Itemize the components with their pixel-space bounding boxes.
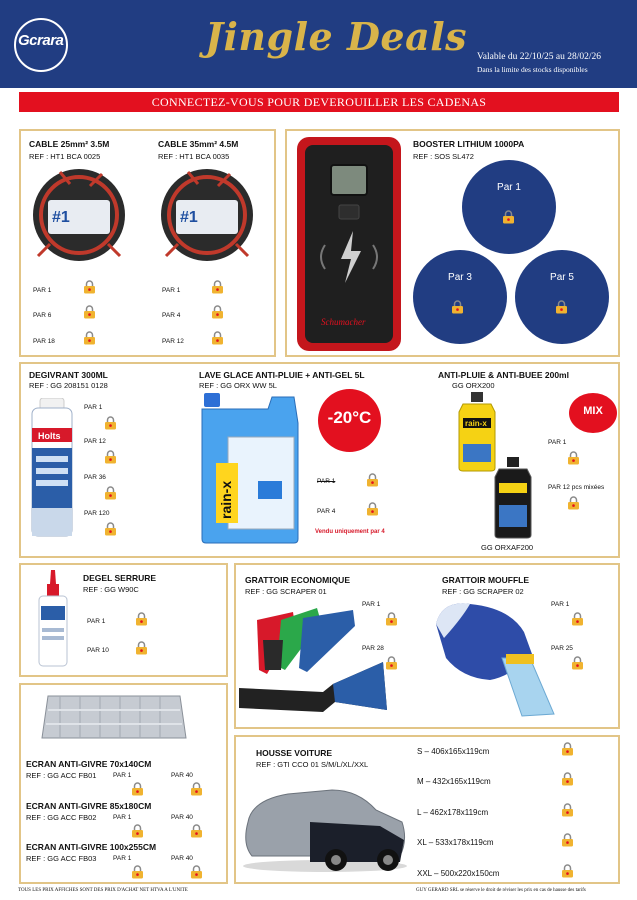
svg-text:Schumacher: Schumacher (321, 317, 366, 327)
housse-size-l: L – 462x178x119cm (417, 808, 489, 817)
lock-icon[interactable] (555, 300, 568, 314)
cable35-ref: REF : HT1 BCA 0035 (158, 152, 230, 161)
degel-image (36, 570, 70, 668)
booster-tier-circle-2 (413, 250, 507, 344)
svg-text:#1: #1 (52, 209, 70, 226)
lock-icon[interactable] (561, 864, 574, 878)
lock-icon[interactable] (104, 486, 117, 500)
lock-icon[interactable] (571, 656, 584, 670)
ecran-1-name: ECRAN ANTI-GIVRE 70x140CM (26, 759, 152, 769)
login-banner[interactable]: CONNECTEZ-VOUS POUR DEVEROUILLER LES CADENAS (19, 92, 619, 112)
lock-icon[interactable] (104, 522, 117, 536)
degivrant-name: DEGIVRANT 300ML (29, 370, 108, 380)
cable25-tier-1: PAR 1 (33, 287, 52, 294)
footer-legal-note: GUY GERARD SRL se réserve le droit de réviser les prix en cas de hausse des tarifs (416, 888, 586, 893)
lock-icon[interactable] (135, 612, 148, 626)
degivrant-tier-1: PAR 1 (84, 404, 103, 411)
cable25-tier-3: PAR 18 (33, 338, 55, 345)
housse-size-s: S – 406x165x119cm (417, 747, 490, 756)
lock-icon[interactable] (561, 803, 574, 817)
logo-text: Gcrara (18, 32, 64, 49)
lock-icon[interactable] (211, 331, 224, 345)
cable35-tier-3: PAR 12 (162, 338, 184, 345)
lock-icon[interactable] (366, 473, 379, 487)
laveglace-ref: REF : GG ORX WW 5L (199, 381, 277, 390)
degel-tier-1: PAR 1 (87, 618, 106, 625)
svg-text:#1: #1 (180, 209, 198, 226)
ecran-3-tier-2: PAR 40 (171, 855, 193, 862)
lock-icon[interactable] (385, 612, 398, 626)
degivrant-ref: REF : GG 208151 0128 (29, 381, 108, 390)
laveglace-image (198, 393, 302, 545)
degivrant-tier-4: PAR 120 (84, 510, 110, 517)
stock-note: Dans la limite des stocks disponibles (477, 65, 588, 74)
degel-name: DEGEL SERRURE (83, 573, 157, 583)
svg-text:rain-x: rain-x (465, 419, 487, 428)
ecran-1-tier-1: PAR 1 (113, 772, 132, 779)
laveglace-tier-1: PAR 1 (317, 478, 336, 485)
grattoir-mouffle-image (432, 598, 558, 720)
grattoir-eco-image (237, 600, 387, 722)
ecran-3-ref: REF : GG ACC FB03 (26, 854, 97, 863)
validity-text: Valable du 22/10/25 au 28/02/26 (477, 52, 602, 62)
antipluie-tier-2: PAR 12 pcs mixées (548, 484, 605, 491)
lock-icon[interactable] (211, 305, 224, 319)
lock-icon[interactable] (104, 450, 117, 464)
cable25-name: CABLE 25mm² 3.5M (29, 139, 110, 149)
antibuee-bottle-image (493, 457, 533, 539)
booster-tier-3: Par 5 (550, 272, 574, 283)
lock-icon[interactable] (104, 416, 117, 430)
lock-icon[interactable] (502, 210, 515, 224)
grattoir-eco-tier-2: PAR 28 (362, 645, 384, 652)
antipluie-ref1: GG ORX200 (452, 381, 495, 390)
lock-icon[interactable] (190, 865, 203, 879)
ecran-1-tier-2: PAR 40 (171, 772, 193, 779)
page-title: Jingle Deals (205, 14, 468, 59)
lock-icon[interactable] (131, 865, 144, 879)
temp-badge-text: -20°C (327, 408, 372, 427)
grattoir-mouffle-ref: REF : GG SCRAPER 02 (442, 587, 524, 596)
temp-badge (318, 389, 381, 452)
grattoir-eco-ref: REF : GG SCRAPER 01 (245, 587, 327, 596)
degivrant-image (30, 398, 74, 538)
lock-icon[interactable] (385, 656, 398, 670)
lock-icon[interactable] (567, 451, 580, 465)
lock-icon[interactable] (135, 641, 148, 655)
svg-text:Holts: Holts (38, 431, 61, 441)
lock-icon[interactable] (211, 280, 224, 294)
ecran-2-name: ECRAN ANTI-GIVRE 85x180CM (26, 801, 152, 811)
cable35-tier-2: PAR 4 (162, 312, 181, 319)
cable35-image (158, 166, 256, 264)
booster-tier-2: Par 3 (448, 272, 472, 283)
housse-size-xxl: XXL – 500x220x150cm (417, 869, 500, 878)
lock-icon[interactable] (190, 824, 203, 838)
grattoir-mouffle-tier-2: PAR 25 (551, 645, 573, 652)
degel-tier-2: PAR 10 (87, 647, 109, 654)
antipluie-name: ANTI-PLUIE & ANTI-BUEE 200ml (438, 370, 569, 380)
ecran-2-ref: REF : GG ACC FB02 (26, 813, 97, 822)
lock-icon[interactable] (131, 782, 144, 796)
lock-icon[interactable] (190, 782, 203, 796)
ecran-2-tier-1: PAR 1 (113, 814, 132, 821)
housse-name: HOUSSE VOITURE (256, 748, 333, 758)
mix-badge (569, 393, 617, 433)
lock-icon[interactable] (366, 502, 379, 516)
cable35-name: CABLE 35mm² 4.5M (158, 139, 239, 149)
housse-ref: REF : GTI CCO 01 S/M/L/XL/XXL (256, 760, 369, 769)
grattoir-eco-name: GRATTOIR ECONOMIQUE (245, 575, 350, 585)
booster-name: BOOSTER LITHIUM 1000PA (413, 139, 525, 149)
antipluie-tier-1: PAR 1 (548, 439, 567, 446)
lock-icon[interactable] (571, 612, 584, 626)
booster-tier-1: Par 1 (497, 182, 521, 193)
svg-text:rain-x: rain-x (218, 480, 234, 519)
housse-size-xl: XL – 533x178x119cm (417, 838, 494, 847)
booster-tier-circle-3 (515, 250, 609, 344)
footer-price-note: TOUS LES PRIX AFFICHES SONT DES PRIX D'ACHAT NET HTVA A L'UNITE (18, 888, 188, 893)
cable35-tier-1: PAR 1 (162, 287, 181, 294)
grattoir-mouffle-name: GRATTOIR MOUFFLE (442, 575, 530, 585)
lock-icon[interactable] (451, 300, 464, 314)
degel-ref: REF : GG W90C (83, 585, 139, 594)
cable25-ref: REF : HT1 BCA 0025 (29, 152, 101, 161)
laveglace-tier-2: PAR 4 (317, 508, 336, 515)
mix-badge-text: MIX (583, 405, 603, 417)
booster-tier-circle-1 (462, 160, 556, 254)
housse-image (240, 782, 410, 874)
booster-ref: REF : SOS SL472 (413, 152, 474, 161)
ecran-3-name: ECRAN ANTI-GIVRE 100x255CM (26, 842, 157, 852)
laveglace-note: Vendu uniquement par 4 (315, 529, 385, 535)
lock-icon[interactable] (567, 496, 580, 510)
grattoir-mouffle-tier-1: PAR 1 (551, 601, 570, 608)
ecran-2-tier-2: PAR 40 (171, 814, 193, 821)
cable25-image (30, 166, 128, 264)
ecran-3-tier-1: PAR 1 (113, 855, 132, 862)
housse-size-m: M – 432x165x119cm (417, 777, 491, 786)
booster-image (295, 135, 403, 353)
lock-icon[interactable] (561, 772, 574, 786)
degivrant-tier-2: PAR 12 (84, 438, 106, 445)
lock-icon[interactable] (83, 331, 96, 345)
cable25-tier-2: PAR 6 (33, 312, 52, 319)
grattoir-eco-tier-1: PAR 1 (362, 601, 381, 608)
antipluie-ref2: GG ORXAF200 (481, 543, 534, 552)
lock-icon[interactable] (131, 824, 144, 838)
degivrant-tier-3: PAR 36 (84, 474, 106, 481)
lock-icon[interactable] (561, 742, 574, 756)
lock-icon[interactable] (561, 833, 574, 847)
ecran-1-ref: REF : GG ACC FB01 (26, 771, 97, 780)
lock-icon[interactable] (83, 280, 96, 294)
lock-icon[interactable] (83, 305, 96, 319)
ecran-image (40, 690, 188, 744)
laveglace-name: LAVE GLACE ANTI-PLUIE + ANTI-GEL 5L (199, 370, 365, 380)
